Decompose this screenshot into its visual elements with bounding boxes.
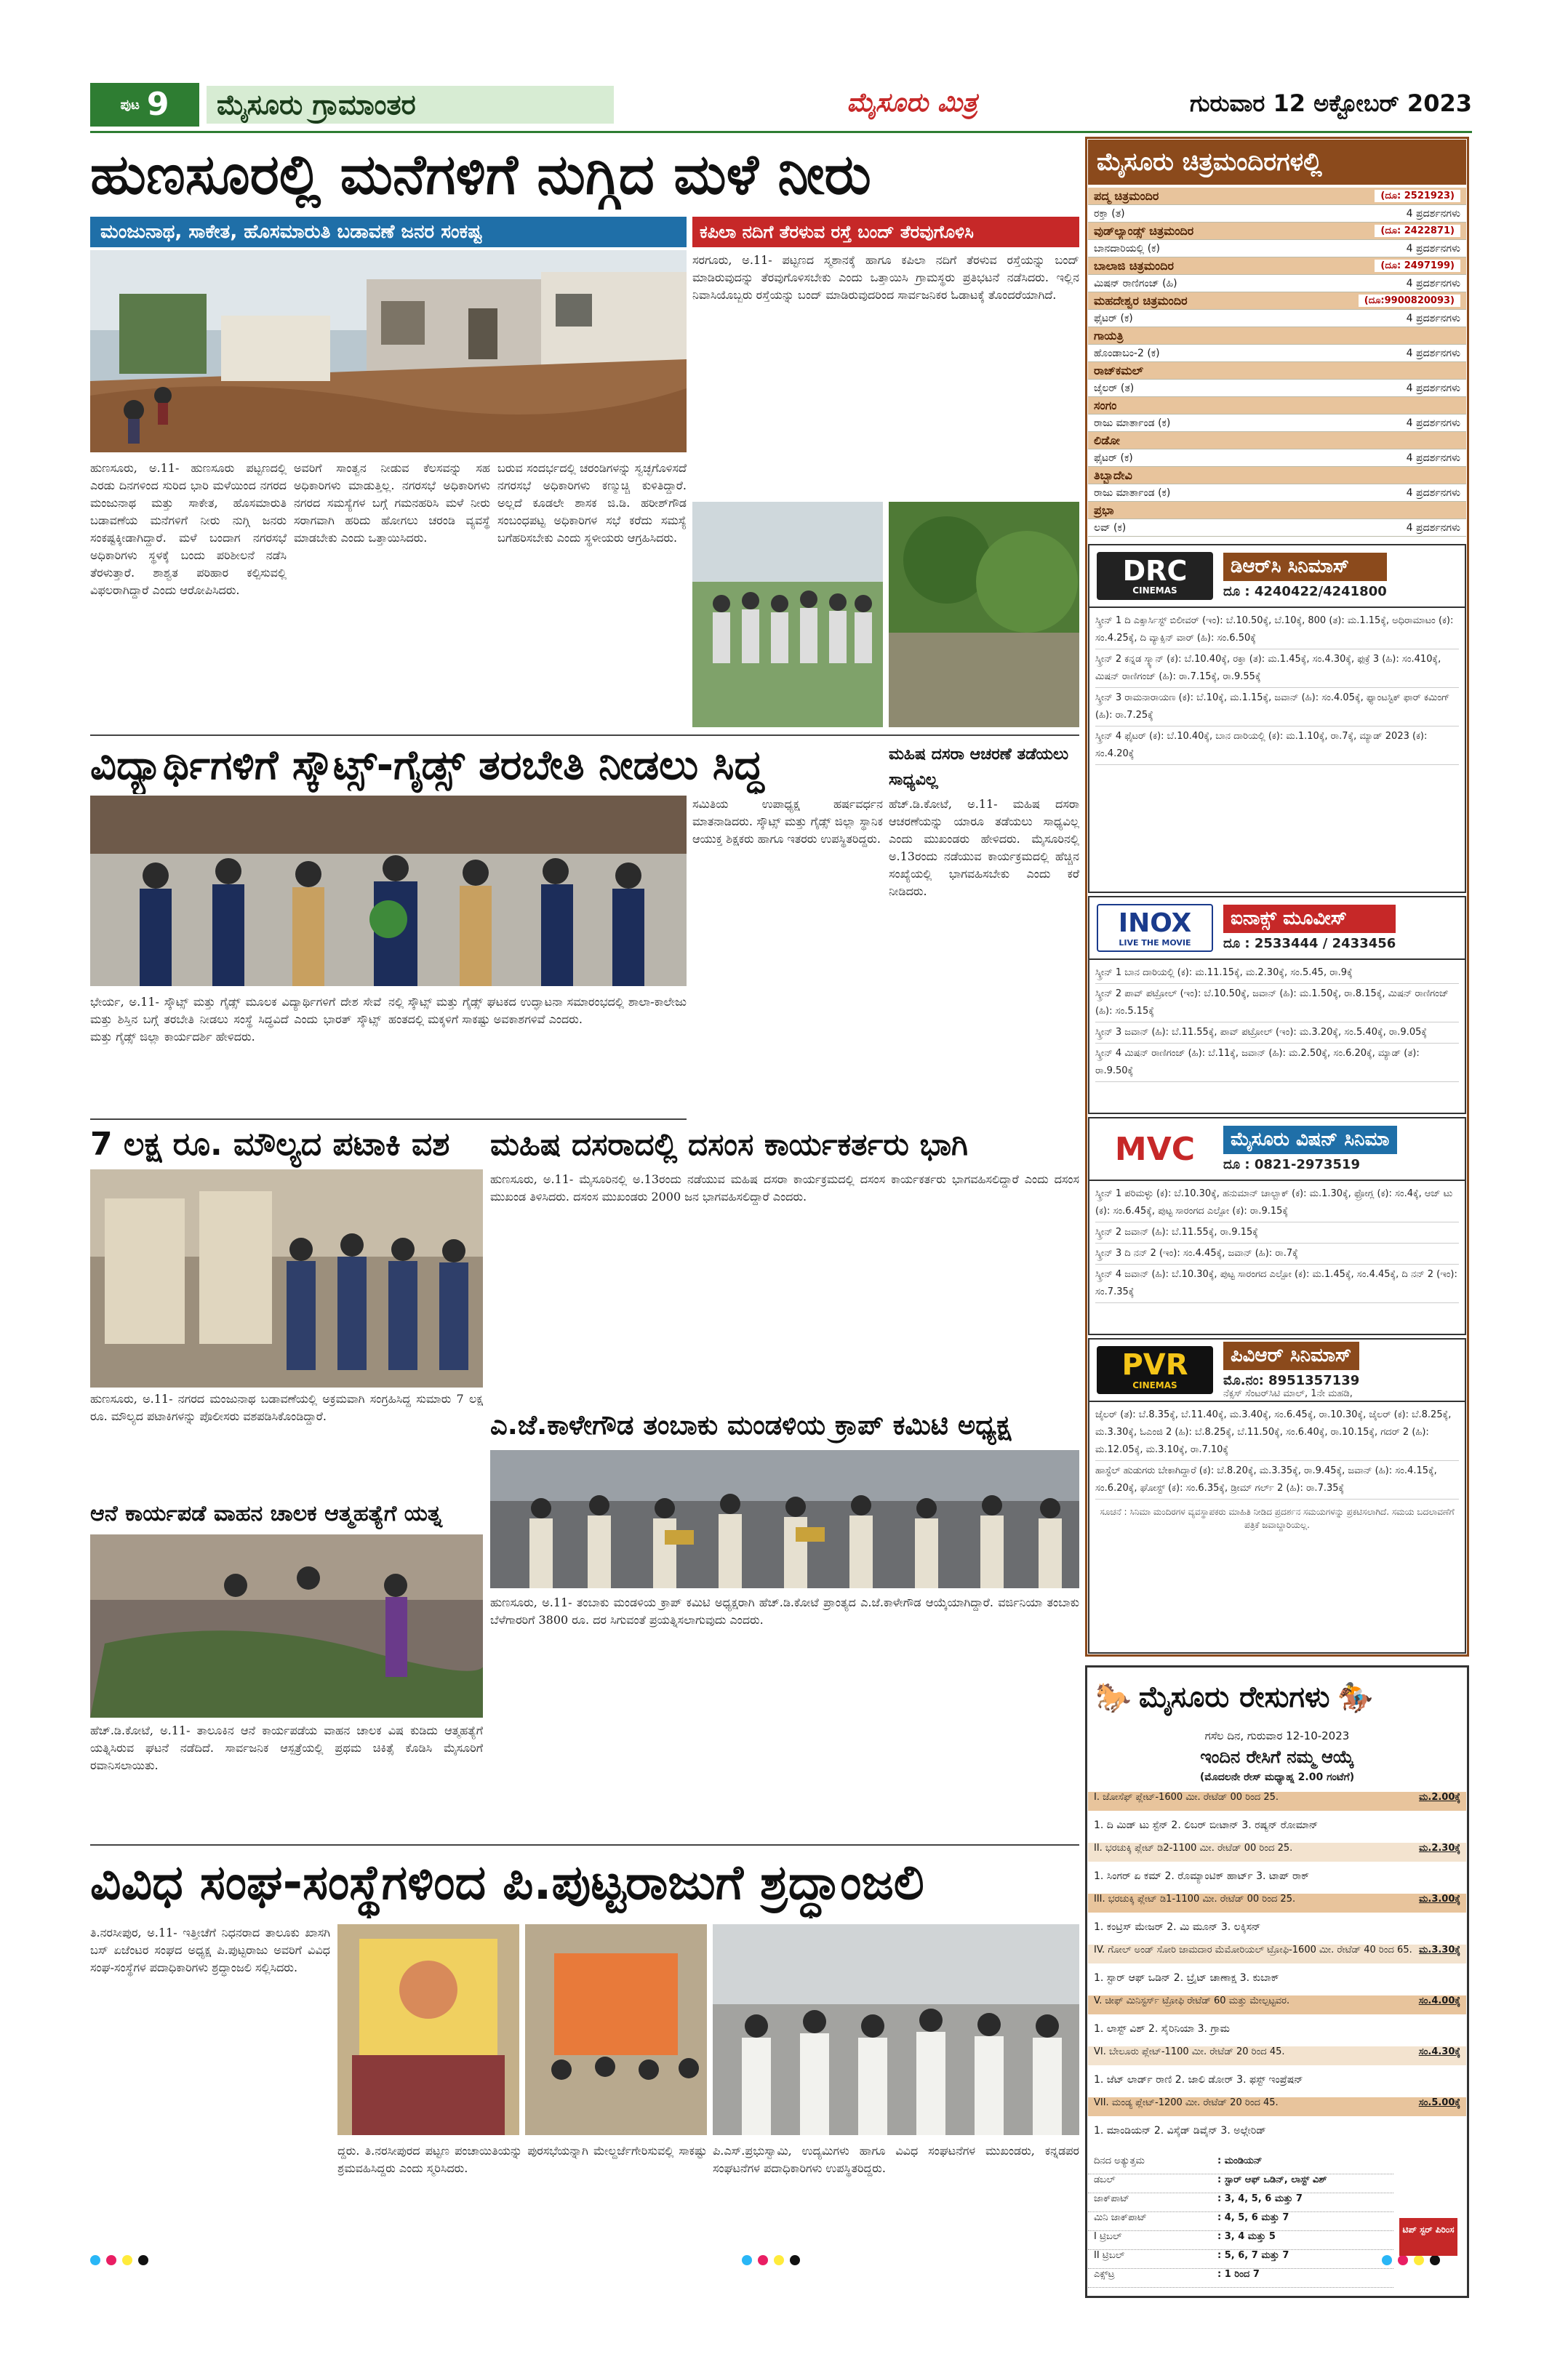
scouts-body-3: ಸಮಿತಿಯ ಉಪಾಧ್ಯಕ್ಷ ಹರ್ಷವರ್ಧನ ಮಾತನಾಡಿದರು. ಸ್ಕೌಟ್ಸ್ ಮತ್ತು ಗೈಡ್ಸ್ ಜಿಲ್ಲಾ ಸ್ಥಾನಿಕ ಆಯುಕ್ತ ಶಿಕ್ಷಕರು ಹಾಗೂ ಇತರರು ಉಪಸ್ಥಿತರಿದ್ದರು. [692,797,883,846]
race-title-row [1088,1945,1466,1963]
theatre-phone: (ದೂ:9900820093) [1359,295,1460,307]
theatre-phone: (ದೂ: 2497199) [1375,260,1460,272]
issue-date: ಗುರುವಾರ 12 ಅಕ್ಟೋಬರ್ 2023 [1189,89,1472,117]
theatre-name-row [1088,432,1466,449]
theatre-show-row [1088,205,1466,223]
kapila-photo-right [889,502,1079,727]
screen-showtime-line: ಜೈಲರ್ (ತ): ಬೆ.8.35ಕ್ಕೆ, ಬೆ.11.40ಕ್ಕೆ, ಮ.3.40ಕ್ಕೆ, ಸಂ.6.45ಕ್ಕೆ, ರಾ.10.30ಕ್ಕೆ, ಜೈಲರ್ (ಕ): ಬೆ.8.25ಕ್ಕೆ, ಮ.3.30ಕ್ಕೆ, ಓಎಂಜಿ 2 (ಹಿ): ಬೆ.8.25ಕ್ಕೆ, ಬೆ.11.50ಕ್ಕೆ, ಸಂ.6.40ಕ್ಕೆ, ರಾ.10.15ಕ್ಕೆ, ಗದರ್ 2 (ಹಿ): ಮ.12.05ಕ್ಕೆ, ಮ.3.10ಕ್ಕೆ, ರಾ.7.10ಕ್ಕೆ [1095,1405,1459,1461]
theatre-name: ತಿಬ್ಬಾದೇವಿ [1094,468,1132,482]
dss-headline: ಮಹಿಷ ದಸರಾದಲ್ಲಿ ದಸಂಸ ಕಾರ್ಯಕರ್ತರು ಭಾಗಿ [490,1126,968,1162]
screen-showtime-line: ಸ್ಕ್ರೀನ್ 2 ಜವಾನ್ (ಹಿ): ಬೆ.11.55ಕ್ಕೆ, ರಾ.9.15ಕ್ಕೆ [1095,1222,1459,1244]
race-time: ಸಂ.4.00ಕ್ಕೆ [1418,1995,1460,2006]
show-count: 4 ಪ್ರದರ್ಶನಗಳು [1406,521,1460,534]
movie-title: ಫೈಟರ್ (ಕ) [1094,312,1133,324]
race-title: IV. ಗೋಲ್ ಅಂಡ್ ಸೋರಿ ಜಾಮದಾರ ಮೆಮೋರಿಯಲ್ ಟ್ರೋಫಿ-1600 ಮೀ. ರೇಟೆಡ್ 40 ರಿಂದ 65. [1094,1945,1412,1955]
summary-key: ಜಾಕ್‌ಪಾಟ್ [1094,2193,1130,2204]
tribute-body-1: ತಿ.ನರಸೀಪುರ, ಅ.11- ಇತ್ತೀಚೆಗೆ ನಿಧನರಾದ ತಾಲೂಕು ಖಾಸಗಿ ಬಸ್ ಏಜೆಂಟರ ಸಂಘದ ಅಧ್ಯಕ್ಷ ಪಿ.ಪುಟ್ಟರಾಜು ಅವರಿಗೆ ವಿವಿಧ ಸಂಘ-ಸಂಸ್ಥೆಗಳ ಪದಾಧಿಕಾರಿಗಳು ಶ್ರದ್ಧಾಂಜಲಿ ಸಲ್ಲಿಸಿದರು. [90,1926,330,1974]
inox-name: ಐನಾಕ್ಸ್ ಮೂವೀಸ್ [1223,905,1396,933]
scouts-headline: ವಿದ್ಯಾರ್ಥಿಗಳಿಗೆ ಸ್ಕೌಟ್ಸ್-ಗೈಡ್ಸ್ ತರಬೇತಿ ನೀಡಲು ಸಿದ್ಧ [90,742,764,789]
movie-title: ರಾಜು ಮಾರ್ತಾಂಡ (ಕ) [1094,487,1171,499]
screen-showtime-line: ಸ್ಕ್ರೀನ್ 2 ಕನ್ನಡ ಸ್ಕ್ಯಾನ್ (ಕ): ಬೆ.10.40ಕ್ಕೆ, ರಕ್ತಾ (ತ): ಮ.1.45ಕ್ಕೆ, ಸಂ.4.30ಕ್ಕೆ, ಫುಕ್ರೆ 3 (ಹಿ): ಸಂ.410ಕ್ಕೆ, ಮಿಷನ್ ರಾಣಿಗಂಜ್ (ಹಿ): ರಾ.7.15ಕ್ಕೆ, ರಾ.9.55ಕ್ಕೆ [1095,649,1459,688]
race-picks: 1. ಜೆಟ್ ಲಾರ್ಡ್ ರಾಣಿ 2. ಜಾಲಿ ಡೋರ್ 3. ಫಸ್ಟ್ ಇಂಪ್ರೆಷನ್ [1094,2074,1303,2086]
tribute-body-2: ದ್ದರು. ತಿ.ನರಸೀಪುರದ ಪಟ್ಟಣ ಪಂಚಾಯಿತಿಯನ್ನು ಪುರಸಭೆಯನ್ನಾಗಿ ಮೇಲ್ದರ್ಜೆಗೇರಿಸುವಲ್ಲಿ ಸಾಕಷ್ಟು ಶ್ರಮವಹಿಸಿದ್ದರು ಎಂದು ಸ್ಮರಿಸಿದರು. [337,2144,707,2175]
summary-value: : ಮಂಡಿಯನ್ [1217,2155,1263,2166]
tribute-photo-3 [713,1924,1079,2135]
races-day-line: ಗಸೆಲ ದಿನ, ಗುರುವಾರ 12-10-2023 [1204,1729,1350,1742]
summary-key: ಡಬಲ್ [1094,2174,1116,2185]
mvc-block [1088,1117,1466,1335]
drc-showtimes [1089,608,1465,768]
theatres-header: ಮೈಸೂರು ಚಿತ್ರಮಂದಿರಗಳಲ್ಲಿ [1088,140,1466,185]
show-count: 4 ಪ್ರದರ್ಶನಗಳು [1406,487,1460,499]
elephant-body: ಹೆಚ್.ಡಿ.ಕೋಟೆ, ಅ.11- ತಾಲೂಕಿನ ಆನೆ ಕಾರ್ಯಪಡೆಯ ವಾಹನ ಚಾಲಕ ವಿಷ ಕುಡಿದು ಆತ್ಮಹತ್ಯೆಗೆ ಯತ್ನಿಸಿರುವ ಘಟನೆ ನಡೆದಿದೆ. ಸಾರ್ವಜನಿಕ ಆಸ್ಪತ್ರೆಯಲ್ಲಿ ಪ್ರಥಮ ಚಿಕಿತ್ಸೆ ಕೊಡಿಸಿ ಮೈಸೂರಿಗೆ ರವಾನಿಸಲಾಯಿತು. [90,1724,483,1772]
pvr-phone: ಮೊ.ನಂ: 8951357139 [1223,1372,1360,1388]
theatre-name-row [1088,502,1466,519]
page-label: ಪುಟ [120,97,140,113]
race-summary-row [1088,2193,1393,2212]
drc-logo: DRC CINEMAS [1097,552,1213,600]
registration-dots-left [90,2254,154,2268]
theatre-name: ರಾಜ್‌ಕಮಲ್ [1094,363,1144,377]
race-title: VI. ಬೇಲೂರು ಪ್ಲೇಟ್-1100 ಮೀ. ರೇಟೆಡ್ 20 ರಿಂದ 45. [1094,2046,1285,2057]
theatre-name-row [1088,188,1466,205]
scouts-body-1: ಭೇರ್ಯ, ಅ.11- ಸ್ಕೌಟ್ಸ್ ಮತ್ತು ಗೈಡ್ಸ್ ಮೂಲಕ ವಿದ್ಯಾರ್ಥಿಗಳಿಗೆ ದೇಶ ಸೇವೆ ಮತ್ತು ಶಿಸ್ತಿನ ಬಗ್ಗೆ ತರಬೇತಿ ನೀಡಲು ಸಂಸ್ಥೆ ಸಿದ್ಧವಿದೆ ಎಂದು ಭಾರತ್ ಸ್ಕೌಟ್ಸ್ ಮತ್ತು ಗೈಡ್ಸ್ ಜಿಲ್ಲಾ ಕಾರ್ಯದರ್ಶಿ ಹೇಳಿದರು. [90,995,381,1044]
page-number: 9 [146,86,169,123]
show-count: 4 ಪ್ರದರ್ಶನಗಳು [1406,347,1460,359]
tobacco-headline: ಎ.ಜೆ.ಕಾಳೇಗೌಡ ತಂಬಾಕು ಮಂಡಳಿಯ ಕ್ರಾಪ್ ಕಮಿಟಿ ಅಧ್ಯಕ್ಷ [490,1409,1012,1441]
show-count: 4 ಪ್ರದರ್ಶನಗಳು [1406,382,1460,394]
racehorse-icon: 🐎 [1095,1681,1132,1715]
screen-showtime-line: ಸ್ಕ್ರೀನ್ 3 ಜವಾನ್ (ಹಿ): ಬೆ.11.55ಕ್ಕೆ, ಪಾವ್ ಪಟ್ರೋಲ್ (ಇಂ): ಮ.3.20ಕ್ಕೆ, ಸಂ.5.40ಕ್ಕೆ, ರಾ.9.05ಕ್ಕೆ [1095,1022,1459,1044]
fireworks-headline: 7 ಲಕ್ಷ ರೂ. ಮೌಲ್ಯದ ಪಟಾಕಿ ವಶ [90,1126,450,1163]
lead-body-col3: ಬರುವ ಸಂದರ್ಭದಲ್ಲಿ ಚರಂಡಿಗಳನ್ನು ಸ್ವಚ್ಛಗೊಳಿಸದೆ ನಗರಸಭೆ ಅಧಿಕಾರಿಗಳು ಕಣ್ಮುಚ್ಚಿ ಕುಳಿತಿದ್ದಾರೆ. ಅಲ್ಲದೆ ಕೂಡಲೇ ಶಾಸಕ ಜಿ.ಡಿ. ಹರೀಶ್‌ಗೌಡ ಸಂಬಂಧಪಟ್ಟ ಅಧಿಕಾರಿಗಳ ಸಭೆ ಕರೆದು ಸಮಸ್ಯೆ ಬಗೆಹರಿಸಬೇಕು ಎಂದು ಸ್ಥಳೀಯರು ಆಗ್ರಹಿಸಿದರು. [497,461,687,545]
elephant-photo [90,1534,483,1718]
summary-key: I ಟ್ರಿಬಲ್ [1094,2231,1122,2242]
pvr-showtimes [1089,1402,1465,1502]
drc-block [1088,544,1466,893]
race-picks: 1. ಲಾಸ್ಟ್ ವಿಶ್ 2. ಸೈರಿನಿಯಾ 3. ಗ್ರಾಮ [1094,2023,1230,2035]
race-time: ಮ.2.00ಕ್ಕೆ [1419,1792,1460,1803]
summary-value: : 5, 6, 7 ಮತ್ತು 7 [1217,2250,1289,2261]
inox-block [1088,896,1466,1114]
elephant-headline: ಆನೆ ಕಾರ್ಯಪಡೆ ವಾಹನ ಚಾಲಕ ಆತ್ಮಹತ್ಯೆಗೆ ಯತ್ನ [90,1501,442,1526]
divider-3 [90,1844,1079,1846]
summary-value: : ಸ್ಟಾರ್ ಆಫ್ ಒಡಿನ್, ಲಾಸ್ಟ್ ವಿಶ್ [1217,2174,1327,2185]
pvr-name: ಪಿವಿಆರ್ ಸಿನಿಮಾಸ್ [1223,1342,1359,1370]
tribute-photo-1 [337,1924,519,2135]
movie-title: ಬಾನದಾರಿಯಲ್ಲಿ (ಕ) [1094,242,1160,255]
movie-title: ರಕ್ತಾ (ತ) [1094,207,1125,220]
movie-title: ಜೈಲರ್ (ತ) [1094,382,1135,394]
race-title-row [1088,1843,1466,1862]
theatre-show-row [1088,240,1466,257]
movie-title: ಲವ್ (ಕ) [1094,521,1127,534]
registration-dots-center [742,2254,806,2268]
theatre-name: ಗಾಯತ್ರಿ [1094,328,1124,343]
screen-showtime-line: ಸ್ಕ್ರೀನ್ 2 ಪಾವ್ ಪಟ್ರೋಲ್ (ಇಂ): ಬೆ.10.50ಕ್ಕೆ, ಜವಾನ್ (ಹಿ): ಮ.1.50ಕ್ಕೆ, ರಾ.8.15ಕ್ಕೆ, ಮಿಷನ್ ರಾಣಿಗಂಜ್ (ಹಿ): ಸಂ.5.15ಕ್ಕೆ [1095,984,1459,1022]
theatre-name: ಪ್ರಭಾ [1094,503,1114,517]
theatre-name: ಲಿಡೋ [1094,433,1120,447]
theatre-name: ಪದ್ಮ ಚಿತ್ರಮಂದಿರ [1094,188,1159,203]
mvc-showtimes [1089,1181,1465,1306]
race-picks: 1. ಸಿಂಗರ್ ಏ ಕಮ್ 2. ರೊಮ್ಯಾಂಟಿಕ್ ಹಾರ್ಟ್ 3. ಟಾಪ್ ರಾಕ್ [1094,1870,1310,1882]
lead-subhead: ಮಂಜುನಾಥ, ಸಾಕೇತ, ಹೊಸಮಾರುತಿ ಬಡಾವಣೆ ಜನರ ಸಂಕಷ್ಟ [90,217,687,247]
races-first-race: (ಮೊದಲನೇ ರೇಸ್ ಮಧ್ಯಾಹ್ನ 2.00 ಗಂಟೆಗೆ) [1199,1772,1355,1783]
tribute-photo-2 [525,1924,707,2135]
race-summary-row [1088,2269,1393,2288]
mvc-logo: MVC [1097,1125,1213,1173]
kapila-body-1: ಸರಗೂರು, ಅ.11- ಪಟ್ಟಣದ ಸ್ಮಶಾನಕ್ಕೆ ಹಾಗೂ ಕಪಿಲಾ ನದಿಗೆ ತೆರಳುವ ರಸ್ತೆಯನ್ನು ಬಂದ್ ಮಾಡಿರುವುದನ್ನು ತೆರವುಗೊಳಿಸಬೇಕು ಎಂದು ಒತ್ತಾಯಿಸಿ ಗ್ರಾಮಸ್ಥರು ಪ್ರತಿಭಟನೆ ನಡೆಸಿದರು. ಇಲ್ಲಿನ ನಿವಾಸಿಯೊಬ್ಬರು ರಸ್ತೆಯನ್ನು ಬಂದ್ ಮಾಡಿರುವುದರಿಂದ ಸಾರ್ವಜನಿಕರ ಓಡಾಟಕ್ಕೆ ತೊಂದರೆಯಾಗಿದೆ. [692,253,1079,302]
theatre-name-row [1088,467,1466,484]
summary-value: : 1 ರಿಂದ 7 [1217,2269,1260,2280]
tobacco-photo [490,1450,1079,1588]
dss-body: ಹುಣಸೂರು, ಅ.11- ಮೈಸೂರಿನಲ್ಲಿ ಅ.13ರಂದು ನಡೆಯುವ ಮಹಿಷ ದಸರಾ ಕಾರ್ಯಕ್ರಮದಲ್ಲಿ ದಸಂಸ ಕಾರ್ಯಕರ್ತರು ಭಾಗವಹಿಸಲಿದ್ದಾರೆ ಎಂದು ದಸಂಸ ಮುಖಂಡ ತಿಳಿಸಿದರು. ದಸಂಸ ಮುಖಂಡರು 2000 ಜನ ಭಾಗವಹಿಸಲಿದ್ದಾರೆ ಎಂದರು. [490,1172,1079,1204]
theatre-phone: (ದೂ: 2422871) [1375,225,1460,237]
summary-value: : 3, 4, 5, 6 ಮತ್ತು 7 [1217,2193,1303,2204]
drc-name: ಡಿಆರ್‌ಸಿ ಸಿನಿಮಾಸ್ [1223,553,1387,581]
race-summary-row [1088,2174,1393,2193]
summary-key: ಎಕ್ಸ್‌ಟ್ರ [1094,2269,1115,2280]
race-title: I. ಜೋಸೆಫ್ ಪ್ಲೇಟ್-1600 ಮೀ. ರೇಟೆಡ್ 00 ರಿಂದ 25. [1094,1792,1279,1803]
tribute-headline: ವಿವಿಧ ಸಂಘ-ಸಂಸ್ಥೆಗಳಿಂದ ಪಿ.ಪುಟ್ಟರಾಜುಗೆ ಶ್ರದ್ಧಾಂಜಲಿ [90,1854,924,1910]
race-title: VII. ಮಂಡ್ಯ ಪ್ಲೇಟ್-1200 ಮೀ. ರೇಟೆಡ್ 20 ರಿಂದ 45. [1094,2097,1279,2108]
pvr-notice: ಸೂಚನೆ : ಸಿನಿಮಾ ಮಂದಿರಗಳ ವ್ಯವಸ್ಥಾಪಕರು ಮಾಹಿತಿ ನೀಡಿದ ಪ್ರದರ್ಶನ ಸಮಯಗಳನ್ನು ಪ್ರಕಟಿಸಲಾಗಿದೆ. ಸಮಯ ಬದಲಾವಣೆಗೆ ಪತ್ರಿಕೆ ಜವಾಬ್ದಾರಿಯಲ್ಲ. [1100,1507,1455,1530]
race-title-row [1088,1792,1466,1811]
pvr-address: ನೆಕ್ಸಸ್ ಸೆಂಟರ್‌ಸಿಟಿ ಮಾಲ್, 1ನೇ ಮಹಡಿ, [1223,1388,1353,1399]
tobacco-body: ಹುಣಸೂರು, ಅ.11- ತಂಬಾಕು ಮಂಡಳಿಯ ಕ್ರಾಪ್ ಕಮಿಟಿ ಅಧ್ಯಕ್ಷರಾಗಿ ಹೆಚ್.ಡಿ.ಕೋಟೆ ಪ್ರಾಂತ್ಯದ ಎ.ಜೆ.ಕಾಳೇಗೌಡ ಆಯ್ಕೆಯಾಗಿದ್ದಾರೆ. ವರ್ಜಿನಿಯಾ ತಂಬಾಕು ಬೆಳೆಗಾರರಿಗೆ 3800 ರೂ. ದರ ಸಿಗುವಂತೆ ಪ್ರಯತ್ನಿಸಲಾಗುವುದು ಎಂದರು. [490,1596,1079,1627]
screen-showtime-line: ಸ್ಕ್ರೀನ್ 4 ಫೈಟರ್ (ಕ): ಬೆ.10.40ಕ್ಕೆ, ಬಾನ ದಾರಿಯಲ್ಲಿ (ಕ): ಮ.1.10ಕ್ಕೆ, ರಾ.7ಕ್ಕೆ, ಮ್ಯಾಡ್ 2023 (ಕ): ಸಂ.4.20ಕ್ಕೆ [1095,726,1459,765]
theatre-name-row [1088,292,1466,310]
race-summary-row [1088,2250,1393,2269]
show-count: 4 ಪ್ರದರ್ಶನಗಳು [1406,277,1460,289]
movie-title: ರಾಜು ಮಾರ್ತಾಂಡ (ಕ) [1094,417,1171,429]
mvc-name: ಮೈಸೂರು ವಿಷನ್ ಸಿನಿಮಾ [1223,1126,1397,1154]
theatre-name-row [1088,327,1466,345]
tribute-body-3: ಪಿ.ಎಸ್.ಪ್ರಭುಸ್ವಾಮಿ, ಉದ್ಯಮಿಗಳು ಹಾಗೂ ವಿವಿಧ ಸಂಘಟನೆಗಳ ಮುಖಂಡರು, ಕನ್ನಡಪರ ಸಂಘಟನೆಗಳ ಪದಾಧಿಕಾರಿಗಳು ಉಪಸ್ಥಿತರಿದ್ದರು. [713,2144,1079,2175]
lead-body-col2: ಅವರಿಗೆ ಸಾಂತ್ವನ ನೀಡುವ ಕೆಲಸವನ್ನು ಸಹ ಅಧಿಕಾರಿಗಳು ಮಾಡುತ್ತಿಲ್ಲ. ನಗರಸಭೆ ಅಧಿಕಾರಿಗಳು ನಗರದ ಸಮಸ್ಯೆಗಳ ಬಗ್ಗೆ ಗಮನಹರಿಸಿ ಮಳೆ ನೀರು ಸರಾಗವಾಗಿ ಹರಿದು ಹೋಗಲು ಚರಂಡಿ ವ್ಯವಸ್ಥೆ ಮಾಡಬೇಕು ಎಂದು ಒತ್ತಾಯಿಸಿದರು. [294,461,490,545]
pvr-block [1088,1338,1466,1654]
summary-key: ದಿನದ ಅತ್ಯುತ್ತಮ [1094,2155,1145,2166]
race-time: ಮ.3.00ಕ್ಕೆ [1419,1894,1460,1905]
dasara-note-body: ಹೆಚ್.ಡಿ.ಕೋಟೆ, ಅ.11- ಮಹಿಷ ದಸರಾ ಆಚರಣೆಯನ್ನು ಯಾರೂ ತಡೆಯಲು ಸಾಧ್ಯವಿಲ್ಲ ಎಂದು ಮುಖಂಡರು ಹೇಳಿದರು. ಮೈಸೂರಿನಲ್ಲಿ ಅ.13ರಂದು ನಡೆಯುವ ಕಾರ್ಯಕ್ರಮದಲ್ಲಿ ಹೆಚ್ಚಿನ ಸಂಖ್ಯೆಯಲ್ಲಿ ಭಾಗವಹಿಸಬೇಕು ಎಂದು ಕರೆ ನೀಡಿದರು. [889,797,1079,898]
screen-showtime-line: ಸ್ಕ್ರೀನ್ 3 ರಾಮನಾರಾಯಣ (ಕ): ಬೆ.10ಕ್ಕೆ, ಮ.1.15ಕ್ಕೆ, ಜವಾನ್ (ಹಿ): ಸಂ.4.05ಕ್ಕೆ, ಫ್ಯಾಂಟಸ್ಟಿಕ್ ಫಾರ್ ಕಮಿಂಗ್ (ಹಿ): ರಾ.7.25ಕ್ಕೆ [1095,688,1459,726]
theatre-name: ವುಡ್‌ಲ್ಯಾಂಡ್ಸ್ ಚಿತ್ರಮಂದಿರ [1094,223,1194,238]
summary-value: : 4, 5, 6 ಮತ್ತು 7 [1217,2212,1289,2223]
race-title-row [1088,2097,1466,2116]
theatre-show-row [1088,449,1466,467]
theatre-name: ಮಹದೇಶ್ವರ ಚಿತ್ರಮಂದಿರ [1094,293,1188,308]
race-picks: 1. ಮಾಂಡಿಯನ್ 2. ವಿಸ್ಕೆಡ್ ಡಿವೈನ್ 3. ಅಲ್ಗೇರಿಡ್ [1094,2125,1266,2137]
race-summary-row [1088,2212,1393,2231]
theatre-name-row [1088,362,1466,380]
kapila-photo-left [692,502,883,727]
screen-showtime-line: ಸ್ಕ್ರೀನ್ 4 ಜವಾನ್ (ಹಿ): ಬೆ.10.30ಕ್ಕೆ, ಪುಟ್ಟ ಸಾರಂಗದ ಎಲ್ಪೋ (ಕ): ಮ.1.45ಕ್ಕೆ, ಸಂ.4.45ಕ್ಕೆ, ದಿ ನನ್ 2 (ಇಂ): ಸಂ.7.35ಕ್ಕೆ [1095,1265,1459,1303]
inox-phone: ದೂ : 2533444 / 2433456 [1223,936,1396,951]
theatre-name: ಬಾಲಾಜಿ ಚಿತ್ರಮಂದಿರ [1094,258,1174,273]
race-summary-row [1088,2231,1393,2250]
movie-title: ಹೊಂಡಾಬಂ-2 (ಕ) [1094,347,1160,359]
races-header [1088,1668,1466,1726]
races-title: ಮೈಸೂರು ರೇಸುಗಳು [1138,1681,1330,1714]
race-time: ಮ.3.30ಕ್ಕೆ [1419,1945,1460,1955]
divider-2 [90,1118,687,1120]
screen-showtime-line: ಸ್ಕ್ರೀನ್ 1 ದಿ ಎಕ್ಸಾರ್ಸಿಸ್ಟ್ ಬಿಲೀವರ್ (ಇಂ): ಬೆ.10.50ಕ್ಕೆ, ಬೆ.10ಕ್ಕೆ, 800 (ತ): ಮ.1.15ಕ್ಕೆ, ಅಧಿರಾಮಾಟಂ (ಕ): ಸಂ.4.25ಕ್ಕೆ, ದಿ ವ್ಯಾಕ್ಸಿನ್ ವಾರ್ (ಹಿ): ಸಂ.6.50ಕ್ಕೆ [1095,611,1459,649]
show-count: 4 ಪ್ರದರ್ಶನಗಳು [1406,207,1460,220]
section-title: ಮೈಸೂರು ಗ್ರಾಮಾಂತರ [207,86,614,124]
race-time: ಮ.2.30ಕ್ಕೆ [1419,1843,1460,1854]
race-time: ಸಂ.4.30ಕ್ಕೆ [1418,2046,1460,2057]
mvc-phone: ದೂ : 0821-2973519 [1223,1157,1361,1172]
race-title: II. ಭರಚುಕ್ಕಿ ಪ್ಲೇಟ್ ಡಿ2-1100 ಮೀ. ರೇಟೆಡ್ 00 ರಿಂದ 25. [1094,1843,1293,1854]
theatre-show-row [1088,380,1466,397]
show-count: 4 ಪ್ರದರ್ಶನಗಳು [1406,312,1460,324]
race-picks: 1. ದಿ ಮಿಡ್ ಟು ಸ್ಟೆನ್ 2. ಲಿಬರ್ ಬೀಟಾನ್ 3. ರಷ್ಯನ್ ರೋಮಾನ್ [1094,1819,1319,1831]
theatre-name-row [1088,257,1466,275]
flood-photo [90,250,687,452]
lead-headline: ಹುಣಸೂರಲ್ಲಿ ಮನೆಗಳಿಗೆ ನುಗ್ಗಿದ ಮಳೆ ನೀರು [90,142,871,207]
show-count: 4 ಪ್ರದರ್ಶನಗಳು [1406,242,1460,255]
race-title-row [1088,1894,1466,1913]
movie-title: ಮಿಷನ್ ರಾಣಿಗಂಜ್ (ಹಿ) [1094,277,1177,289]
screen-showtime-line: ಹಾಸ್ಟೆಲ್ ಹುಡುಗರು ಬೇಕಾಗಿದ್ದಾರೆ (ಕ): ಬೆ.8.20ಕ್ಕೆ, ಮ.3.35ಕ್ಕೆ, ರಾ.9.45ಕ್ಕೆ, ಜವಾನ್ (ಹಿ): ಸಂ.4.15ಕ್ಕೆ, ಸಂ.6.20ಕ್ಕೆ, ಘೋಸ್ಟ್ (ಕ): ಸಂ.6.35ಕ್ಕೆ, ಡ್ರೀಮ್ ಗರ್ಲ್ 2 (ಹಿ): ರಾ.7.35ಕ್ಕೆ [1095,1461,1459,1500]
dasara-note-headline: ಮಹಿಷ ದಸರಾ ಆಚರಣೆ ತಡೆಯಲು ಸಾಧ್ಯವಿಲ್ಲ [889,745,1069,789]
theatre-show-row [1088,345,1466,362]
screen-showtime-line: ಸ್ಕ್ರೀನ್ 1 ಬಾನ ದಾರಿಯಲ್ಲಿ (ಕ): ಮ.11.15ಕ್ಕೆ, ಮ.2.30ಕ್ಕೆ, ಸಂ.5.45, ರಾ.9ಕ್ಕೆ [1095,963,1459,984]
theatre-name: ಸಂಗಂ [1094,398,1117,412]
race-time: ಸಂ.5.00ಕ್ಕೆ [1418,2097,1460,2108]
theatre-show-row [1088,275,1466,292]
scouts-photo [90,796,687,986]
divider-1 [90,734,1079,736]
fireworks-body: ಹುಣಸೂರು, ಅ.11- ನಗರದ ಮಂಜುನಾಥ ಬಡಾವಣೆಯಲ್ಲಿ ಅಕ್ರಮವಾಗಿ ಸಂಗ್ರಹಿಸಿದ್ದ ಸುಮಾರು 7 ಲಕ್ಷ ರೂ. ಮೌಲ್ಯದ ಪಟಾಕಿಗಳನ್ನು ಪೊಲೀಸರು ವಶಪಡಿಸಿಕೊಂಡಿದ್ದಾರೆ. [90,1392,483,1423]
kapila-headline: ಕಪಿಲಾ ನದಿಗೆ ತೆರಳುವ ರಸ್ತೆ ಬಂದ್ ತೆರವುಗೊಳಿಸಿ [692,217,1079,247]
race-picks: 1. ಕಂಟ್ರಿಸ್ ಮೇಜರ್ 2. ಮಿ ಮೂನ್ 3. ಲಕ್ಕಿಸನ್ [1094,1921,1261,1933]
pvr-logo: PVR CINEMAS [1097,1346,1213,1394]
fireworks-photo [90,1169,483,1388]
theatre-name-row [1088,397,1466,415]
jockey-icon: 🏇 [1337,1681,1374,1715]
masthead-rule [90,131,1472,133]
screen-showtime-line: ಸ್ಕ್ರೀನ್ 3 ದಿ ನನ್ 2 (ಇಂ): ಸಂ.4.45ಕ್ಕೆ, ಜವಾನ್ (ಹಿ): ರಾ.7ಕ್ಕೆ [1095,1244,1459,1265]
theatre-name-row [1088,223,1466,240]
tipster-badge: ಟಿಪ್ ಸ್ಟರ್ ಪಿರಿಂಸ [1399,2218,1457,2256]
screen-showtime-line: ಸ್ಕ್ರೀನ್ 1 ಪರಿಮಳ್ಳು (ಕ): ಬೆ.10.30ಕ್ಕೆ, ಹನುಮಾನ್ ಚಾಲ್ಬಾಕ್ (ಕ): ಮ.1.30ಕ್ಕೆ, ಫ್ರೋಗ್ಲ (ಕ): ಸಂ.4ಕ್ಕೆ, ಆಜ್ ಟು (ಕ): ಸಂ.6.45ಕ್ಕೆ, ಪುಟ್ಟ ಸಾರಂಗದ ಎಲ್ಪೋ (ಕ): ರಾ.9.15ಕ್ಕೆ [1095,1184,1459,1222]
summary-key: ಮಿನಿ ಜಾಕ್‌ಪಾಟ್ [1094,2212,1147,2223]
races-pick-title: ಇಂದಿನ ರೇಸಿಗೆ ನಮ್ಮ ಆಯ್ಕೆ [1200,1747,1354,1767]
race-picks: 1. ಸ್ಟಾರ್ ಆಫ್ ಒಡಿನ್ 2. ಬ್ರೈಟ್ ಚಾಣಾಕ್ಷ 3. ಕುಬಾಕ್ [1094,1972,1279,1984]
movie-title: ಫೈಟರ್ (ಕ) [1094,452,1133,464]
theatre-show-row [1088,484,1466,502]
race-title-row [1088,2046,1466,2065]
scouts-body-2: ನಲ್ಲಿ ಸ್ಕೌಟ್ಸ್ ಮತ್ತು ಗೈಡ್ಸ್ ಘಟಕದ ಉದ್ಘಾಟನಾ ಸಮಾರಂಭದಲ್ಲಿ ಶಾಲಾ-ಕಾಲೇಜು ಹಂತದಲ್ಲಿ ಮಕ್ಕಳಿಗೆ ಸಾಕಷ್ಟು ಅವಕಾಶಗಳಿವೆ ಎಂದರು. [388,995,687,1026]
summary-value: : 3, 4 ಮತ್ತು 5 [1217,2231,1276,2242]
page-number-box [90,83,199,127]
theatre-show-row [1088,310,1466,327]
race-title: III. ಭರಚುಕ್ಕಿ ಪ್ಲೇಟ್ ಡಿ1-1100 ಮೀ. ರೇಟೆಡ್ 00 ರಿಂದ 25. [1094,1894,1296,1905]
screen-showtime-line: ಸ್ಕ್ರೀನ್ 4 ಮಿಷನ್ ರಾಣಿಗಂಜ್ (ಹಿ): ಬೆ.11ಕ್ಕೆ, ಜವಾನ್ (ಹಿ): ಮ.2.50ಕ್ಕೆ, ಸಂ.6.20ಕ್ಕೆ, ಮ್ಯಾಡ್ (ತ): ರಾ.9.50ಕ್ಕೆ [1095,1044,1459,1082]
race-title-row [1088,1995,1466,2014]
show-count: 4 ಪ್ರದರ್ಶನಗಳು [1406,417,1460,429]
theatre-show-row [1088,519,1466,537]
masthead [90,81,1472,128]
summary-key: II ಟ್ರಿಬಲ್ [1094,2250,1125,2261]
show-count: 4 ಪ್ರದರ್ಶನಗಳು [1406,452,1460,464]
theatre-phone: (ದೂ: 2521923) [1375,190,1460,202]
inox-showtimes [1089,960,1465,1085]
drc-phone: ದೂ : 4240422/4241800 [1223,584,1387,599]
race-summary-row [1088,2155,1393,2174]
paper-name: ಮೈಸೂರು ಮಿತ್ರ [847,88,977,118]
inox-logo: INOX LIVE THE MOVIE [1097,904,1213,952]
race-title: V. ಚೀಫ್ ಮಿನಿಸ್ಟರ್ಸ್ ಟ್ರೋಫಿ ರೇಟೆಡ್ 60 ಮತ್ತು ಮೇಲ್ಪಟ್ಟವರ. [1094,1995,1290,2006]
theatre-show-row [1088,415,1466,432]
lead-body-col1: ಹುಣಸೂರು, ಅ.11- ಹುಣಸೂರು ಪಟ್ಟಣದಲ್ಲಿ ಎರಡು ದಿನಗಳಿಂದ ಸುರಿದ ಭಾರಿ ಮಳೆಯಿಂದ ನಗರದ ಮಂಜುನಾಥ ಮತ್ತು ಸಾಕೇತ, ಹೊಸಮಾರುತಿ ಬಡಾವಣೆಯ ಮನೆಗಳಿಗೆ ನೀರು ನುಗ್ಗಿ ಜನರು ಸಂಕಷ್ಟಕ್ಕೀಡಾಗಿದ್ದಾರೆ. ಮಳೆ ಬಂದಾಗ ನಗರಸಭೆ ಅಧಿಕಾರಿಗಳು ಸ್ಥಳಕ್ಕೆ ಬಂದು ಪರಿಶೀಲನೆ ನಡೆಸಿ ತೆರಳುತ್ತಾರೆ. ಶಾಶ್ವತ ಪರಿಹಾರ ಕಲ್ಪಿಸುವಲ್ಲಿ ವಿಫಲರಾಗಿದ್ದಾರೆ ಎಂದು ಆರೋಪಿಸಿದರು. [90,461,287,597]
